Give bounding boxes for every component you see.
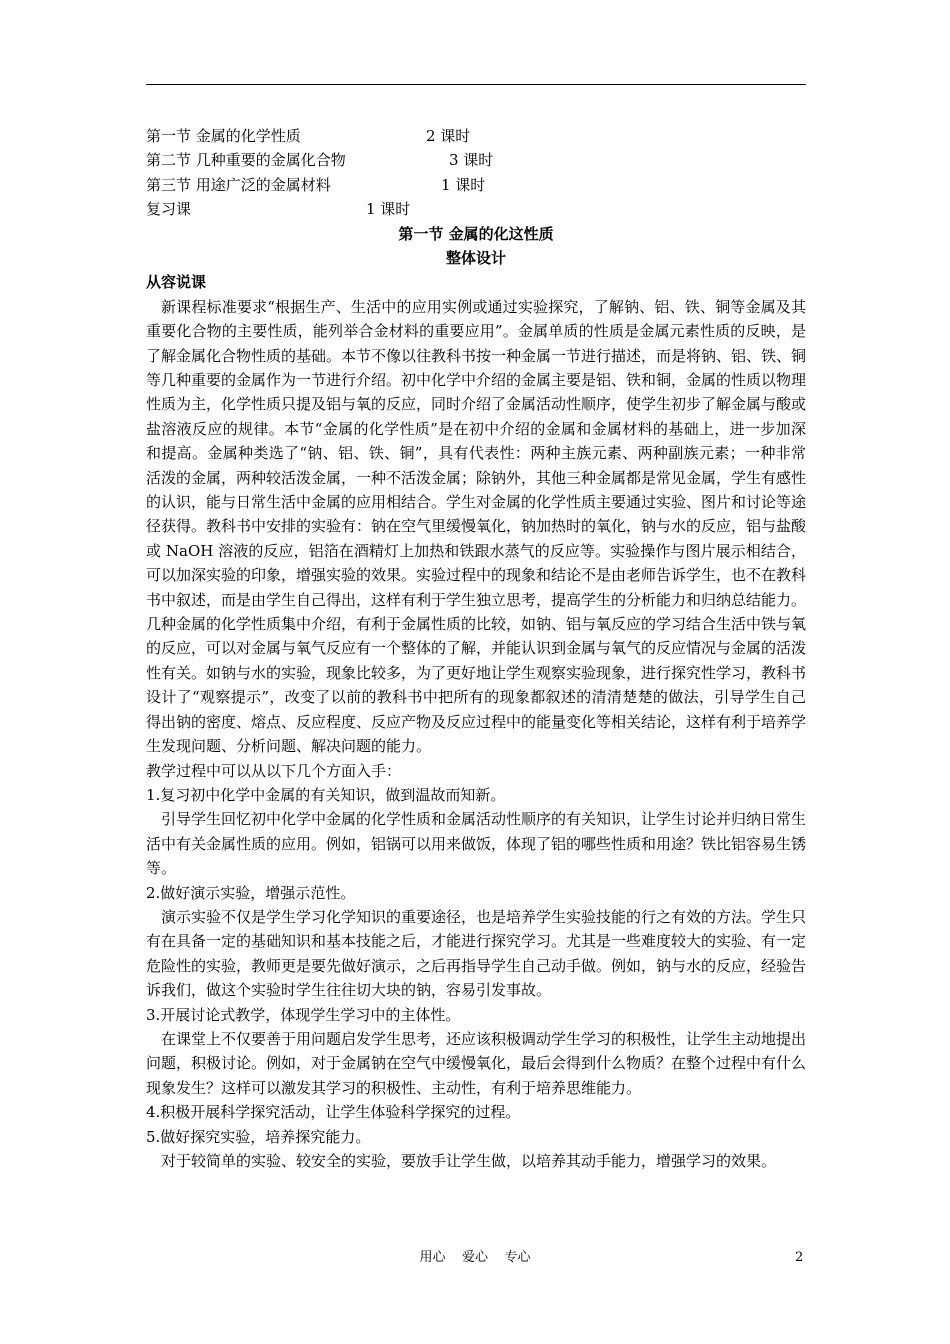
toc-label: 第一节 金属的化学性质 <box>146 127 301 145</box>
footer-motto: 用心 爱心 专心 <box>419 1250 531 1265</box>
header-rule <box>146 84 806 85</box>
toc-label: 第三节 用途广泛的金属材料 <box>146 175 331 194</box>
toc-row-2 <box>146 148 806 172</box>
toc-label: 复习课 <box>146 200 192 219</box>
subtitle: 整体设计 <box>445 248 506 267</box>
toc-label: 第二节 几种重要的金属化合物 <box>146 151 346 170</box>
toc-row-1 <box>146 124 806 148</box>
toc-hours: 3 课时 <box>449 151 494 170</box>
toc-row-4 <box>146 197 806 221</box>
list-heading: 4.积极开展科学探究活动，让学生体验科学探究的过程。 <box>146 1103 521 1122</box>
body-paragraph: 引导学生回忆初中化学中金属的化学性质和金属活动性顺序的有关知识，让学生讨论并归纳日常生活中有关金属性质的应用。例如，铝锅可以用来做饭，体现了铝的哪些性质和用途？铁比铝容易生锈等。 <box>146 810 807 878</box>
section-heading: 从容说课 <box>146 273 207 292</box>
list-heading: 3.开展讨论式教学，体现学生学习中的主体性。 <box>146 1005 461 1024</box>
toc-row-3 <box>146 173 806 197</box>
body-paragraph: 在课堂上不仅要善于用问题启发学生思考，还应该积极调动学生学习的积极性，让学生主动地提出问题，积极讨论。例如，对于金属钠在空气中缓慢氧化，最后会得到什么物质？在整个过程中有什么现象发生？这样可以激发其学习的积极性、主动性，有利于培养思维能力。 <box>146 1029 807 1097</box>
body-paragraph: 新课程标准要求“根据生产、生活中的应用实例或通过实验探究，了解钠、铝、铁、铜等金属及其重要化合物的主要性质，能列举合金材料的重要应用”。金属单质的性质是金属元素性质的反映，是了解金属化合物性质的基础。本节不像以往教科书按一种金属一节进行描述，而是将钠、铝、铁、铜等几种重要的金属作为一节进行介绍。初中化学中介绍的金属主要是铝、铁和铜，金属的性质以物理性质为主，化学性质只提及铝与氧的反应，同时介绍了金属活动性顺序，使学生初步了解金属与酸或盐溶液反应的规律。本节“金属的化学性质”是在初中介绍的金属和金属材料的基础上，进一步加深和提高。金属种类选了“钠、铝、铁、铜”，具有代表性：两种主族元素、两种副族元素；一种非常活泼的金属，两种较活泼金属，一种不活泼金属；除钠外，其他三种金属都是常见金属，学生有感性的认识，能与日常生活中金属的应用相结合。学生对金属的化学性质主要通过实验、图片和讨论等途径获得。教科书中安排的实验有：钠在空气里缓慢氧化，钠加热时的氧化，钠与水的反应，铝与盐酸或 NaOH 溶液的反应，铝箔在酒精灯上加热和铁跟水蒸气的反应等。实验操作与图片展示相结合，可以加深实验的印象，增强实验的效果。实验过程中的现象和结论不是由老师告诉学生，也不在教科书中叙述，而是由学生自己得出，这样有利于学生独立思考，提高学生的分析能力和归纳总结能力。几种金属的化学性质集中介绍，有利于金属性质的比较，如钠、铝与氧反应的学习结合生活中铁与氧的反应，可以对金属与氧气反应有一个整体的了解，并能认识到金属与氧气的反应情况与金属的活泼性有关。如钠与水的实验，现象比较多，为了更好地让学生观察实验现象，进行探究性学习，教科书设计了“观察提示”，改变了以前的教科书中把所有的现象都叙述的清清楚楚的做法，引导学生自己得出钠的密度、熔点、反应程度、反应产物及反应过程中的能量变化等相关结论，这样有利于培养学生发现问题、分析问题、解决问题的能力。 <box>146 297 807 756</box>
list-heading: 1.复习初中化学中金属的有关知识，做到温故而知新。 <box>146 785 506 804</box>
body-paragraph: 教学过程中可以从以下几个方面入手： <box>146 761 402 780</box>
page-number: 2 <box>795 1250 804 1265</box>
list-heading: 2.做好演示实验，增强示范性。 <box>146 883 356 902</box>
list-heading: 5.做好探究实验，培养探究能力。 <box>146 1127 371 1146</box>
toc-hours: 2 课时 <box>426 127 471 145</box>
document-body <box>146 124 806 1173</box>
body-paragraph: 对于较简单的实验、较安全的实验，要放手让学生做，以培养其动手能力，增强学习的效果。 <box>161 1152 777 1170</box>
body-paragraph: 演示实验不仅是学生学习化学知识的重要途径，也是培养学生实验技能的行之有效的方法。学生只有在具备一定的基础知识和基本技能之后，才能进行探究学习。尤其是一些难度较大的实验、有一定危险性的实验，教师更是要先做好演示，之后再指导学生自己动手做。例如，钠与水的反应，经验告诉我们，做这个实验时学生往往切大块的钠，容易引发事故。 <box>146 907 807 1000</box>
section-title: 第一节 金属的化这性质 <box>398 224 554 243</box>
toc-hours: 1 课时 <box>441 175 486 194</box>
toc-hours: 1 课时 <box>366 200 411 219</box>
